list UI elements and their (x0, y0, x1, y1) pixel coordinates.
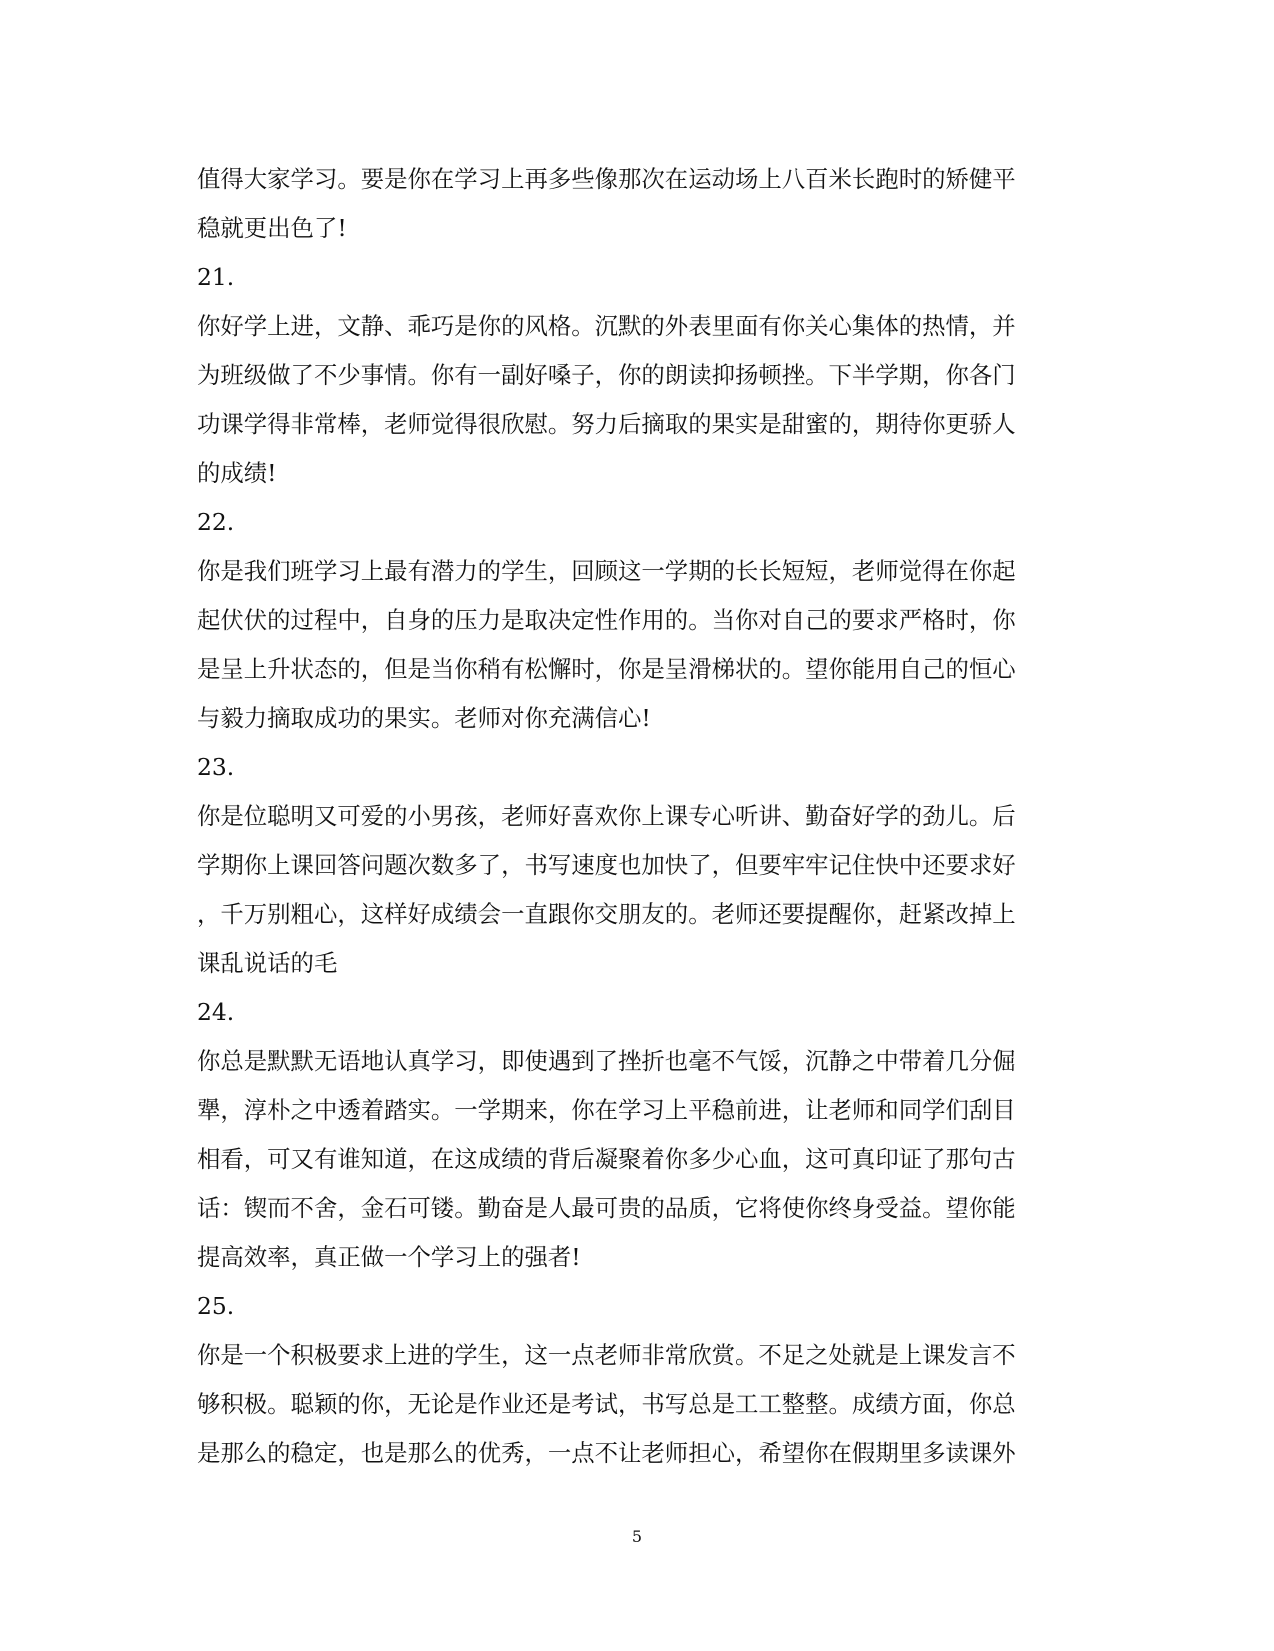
text-line: 提高效率，真正做一个学习上的强者! (197, 1243, 581, 1271)
body-text (197, 155, 1073, 1478)
text-line: 是那么的稳定，也是那么的优秀，一点不让老师担心，希望你在假期里多读课外 (197, 1439, 1016, 1467)
text-line: 与毅力摘取成功的果实。老师对你充满信心! (197, 704, 651, 732)
text-line: 你是我们班学习上最有潜力的学生，回顾这一学期的长长短短，老师觉得在你起 (197, 557, 1016, 585)
text-line: 值得大家学习。要是你在学习上再多些像那次在运动场上八百米长跑时的矫健平 (197, 165, 1016, 193)
item-number: 22. (197, 508, 235, 536)
text-line: 你是一个积极要求上进的学生，这一点老师非常欣赏。不足之处就是上课发言不 (197, 1341, 1016, 1369)
text-line: 你是位聪明又可爱的小男孩，老师好喜欢你上课专心听讲、勤奋好学的劲儿。后 (197, 802, 1016, 830)
text-line: 的成绩! (197, 459, 277, 487)
item-number: 24. (197, 998, 235, 1026)
text-line: 起伏伏的过程中，自身的压力是取决定性作用的。当你对自己的要求严格时，你 (197, 606, 1016, 634)
item-number: 25. (197, 1292, 235, 1320)
text-line: ，千万别粗心，这样好成绩会一直跟你交朋友的。老师还要提醒你，赶紧改掉上 (197, 900, 1016, 928)
text-line: 是呈上升状态的，但是当你稍有松懈时，你是呈滑梯状的。望你能用自己的恒心 (197, 655, 1016, 683)
text-line: 为班级做了不少事情。你有一副好嗓子，你的朗读抑扬顿挫。下半学期，你各门 (197, 361, 1016, 389)
text-line: 犟，淳朴之中透着踏实。一学期来，你在学习上平稳前进，让老师和同学们刮目 (197, 1096, 1016, 1124)
text-line: 功课学得非常棒，老师觉得很欣慰。努力后摘取的果实是甜蜜的，期待你更骄人 (197, 410, 1016, 438)
page-number: 5 (631, 1527, 643, 1546)
text-line: 课乱说话的毛 (197, 949, 338, 977)
text-line: 学期你上课回答问题次数多了，书写速度也加快了，但要牢牢记住快中还要求好 (197, 851, 1016, 879)
item-number: 23. (197, 753, 235, 781)
text-line: 相看，可又有谁知道，在这成绩的背后凝聚着你多少心血，这可真印证了那句古 (197, 1145, 1016, 1173)
text-line: 话：锲而不舍，金石可镂。勤奋是人最可贵的品质，它将使你终身受益。望你能 (197, 1194, 1016, 1222)
text-line: 够积极。聪颖的你，无论是作业还是考试，书写总是工工整整。成绩方面，你总 (197, 1390, 1016, 1418)
text-line: 你好学上进，文静、乖巧是你的风格。沉默的外表里面有你关心集体的热情，并 (197, 312, 1016, 340)
item-number: 21. (197, 263, 235, 291)
text-line: 你总是默默无语地认真学习，即使遇到了挫折也毫不气馁，沉静之中带着几分倔 (197, 1047, 1016, 1075)
text-line: 稳就更出色了! (197, 214, 347, 242)
